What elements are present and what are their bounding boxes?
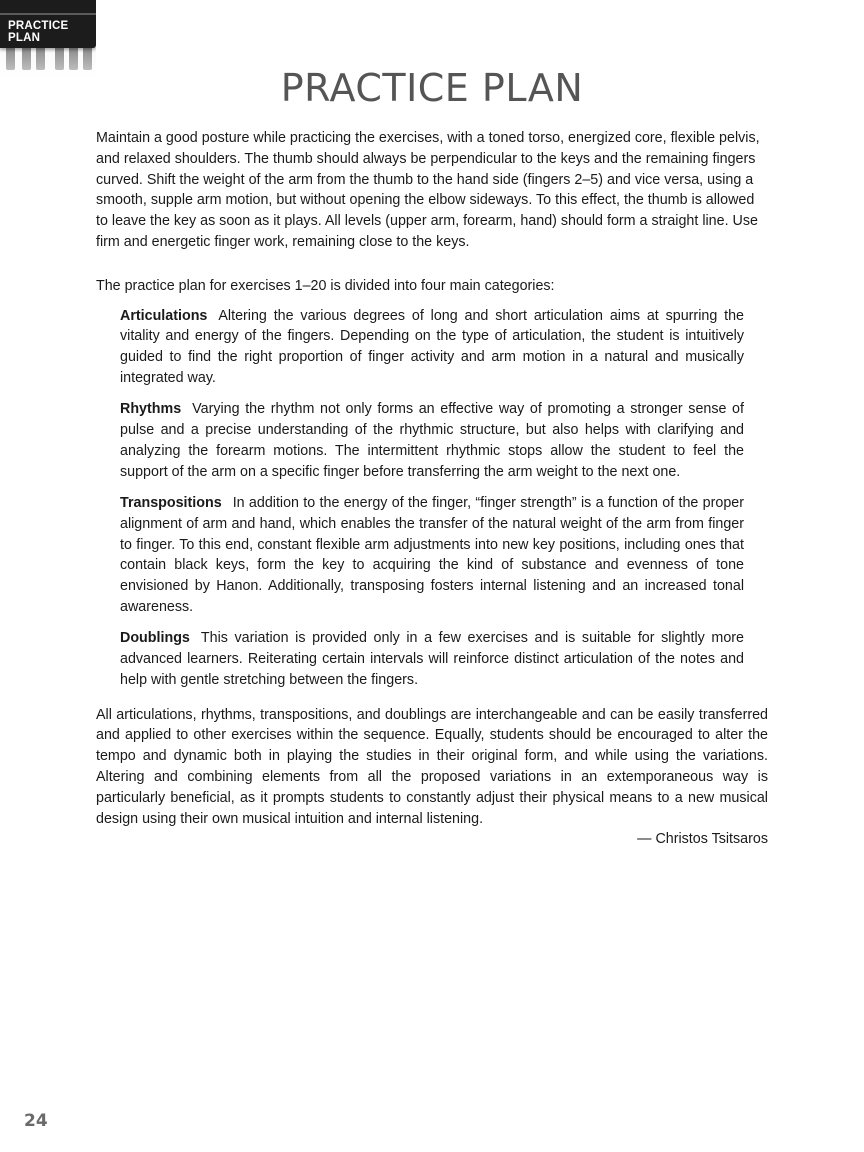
- main-content: [96, 128, 768, 850]
- category-transpositions: [120, 493, 744, 618]
- closing-paragraph: All articulations, rhythms, transpositions, and doublings are interchangeable and can be easily transferred and applied to other exercises within the sequence. Equally, students should be encouraged to alter the tempo and dynamic both in playing the studies in their original form, and while using the variations. Altering and combining elements from all the proposed variations in an extemporaneous way is particularly beneficial, as it prompts students to constantly adjust their physical means to a new musical design using their own musical intuition and internal listening.: [96, 706, 768, 827]
- category-term: Transpositions: [120, 494, 222, 511]
- tab-stripe: [0, 13, 96, 15]
- category-description: In addition to the energy of the finger, “finger strength” is a function of the proper alignment of arm and hand, which enables the transfer of the natural weight of the arm from finger to finger. To this end, constant flexible arm adjustments into new key positions, including ones that contain black keys, form the key to acquiring the kind of substance and evenness of tone envisioned by Hanon. Additionally, transposing fosters internal listening and an increased tonal awareness.: [120, 494, 744, 615]
- author-signature: — Christos Tsitsaros: [637, 831, 768, 848]
- category-term: Articulations: [120, 307, 208, 324]
- category-rhythms: [120, 399, 744, 482]
- categories-intro: The practice plan for exercises 1–20 is divided into four main categories:: [96, 277, 555, 294]
- category-term: Rhythms: [120, 401, 182, 418]
- category-term: Doublings: [120, 630, 190, 647]
- category-list: [120, 306, 744, 691]
- page-number: 24: [24, 1111, 48, 1131]
- category-articulations: [120, 306, 744, 389]
- section-tab-line1: PRACTICE: [8, 20, 69, 32]
- section-tab-line2: PLAN: [8, 32, 41, 44]
- category-description: Altering the various degrees of long and short articulation aims at spurring the vitality and energy of the fingers. Depending on the type of articulation, the student is intuitively guided to find the right proportion of finger activity and arm motion in a natural and musically integrated way.: [120, 307, 744, 386]
- section-tab-label-box: [0, 0, 96, 48]
- page-title: PRACTICE PLAN: [280, 66, 584, 110]
- intro-paragraph: Maintain a good posture while practicing the exercises, with a toned torso, energized core, flexible pelvis, and relaxed shoulders. The thumb should always be perpendicular to the keys and the remaining fingers curved. Shift the weight of the arm from the thumb to the hand side (fingers 2–5) and vice versa, using a smooth, supple arm motion, but without opening the elbow sideways. To this effect, the thumb is allowed to leave the key as soon as it plays. All levels (upper arm, forearm, hand) should form a straight line. Use firm and energetic finger work, remaining close to the keys.: [96, 130, 760, 250]
- category-description: This variation is provided only in a few exercises and is suitable for slightly more advanced learners. Reiterating certain intervals will reinforce distinct articulation of the notes and help with gentle stretching between the fingers.: [120, 630, 744, 688]
- category-doublings: [120, 628, 744, 690]
- section-tab-label: [8, 20, 92, 44]
- category-description: Varying the rhythm not only forms an effective way of promoting a stronger sense of pulse and a precise understanding of the rhythmic structure, but also helps with clarifying and analyzing the forearm motions. The intermittent rhythmic stops allow the student to feel the support of the arm on a specific finger before transferring the arm weight to the next one.: [120, 401, 744, 480]
